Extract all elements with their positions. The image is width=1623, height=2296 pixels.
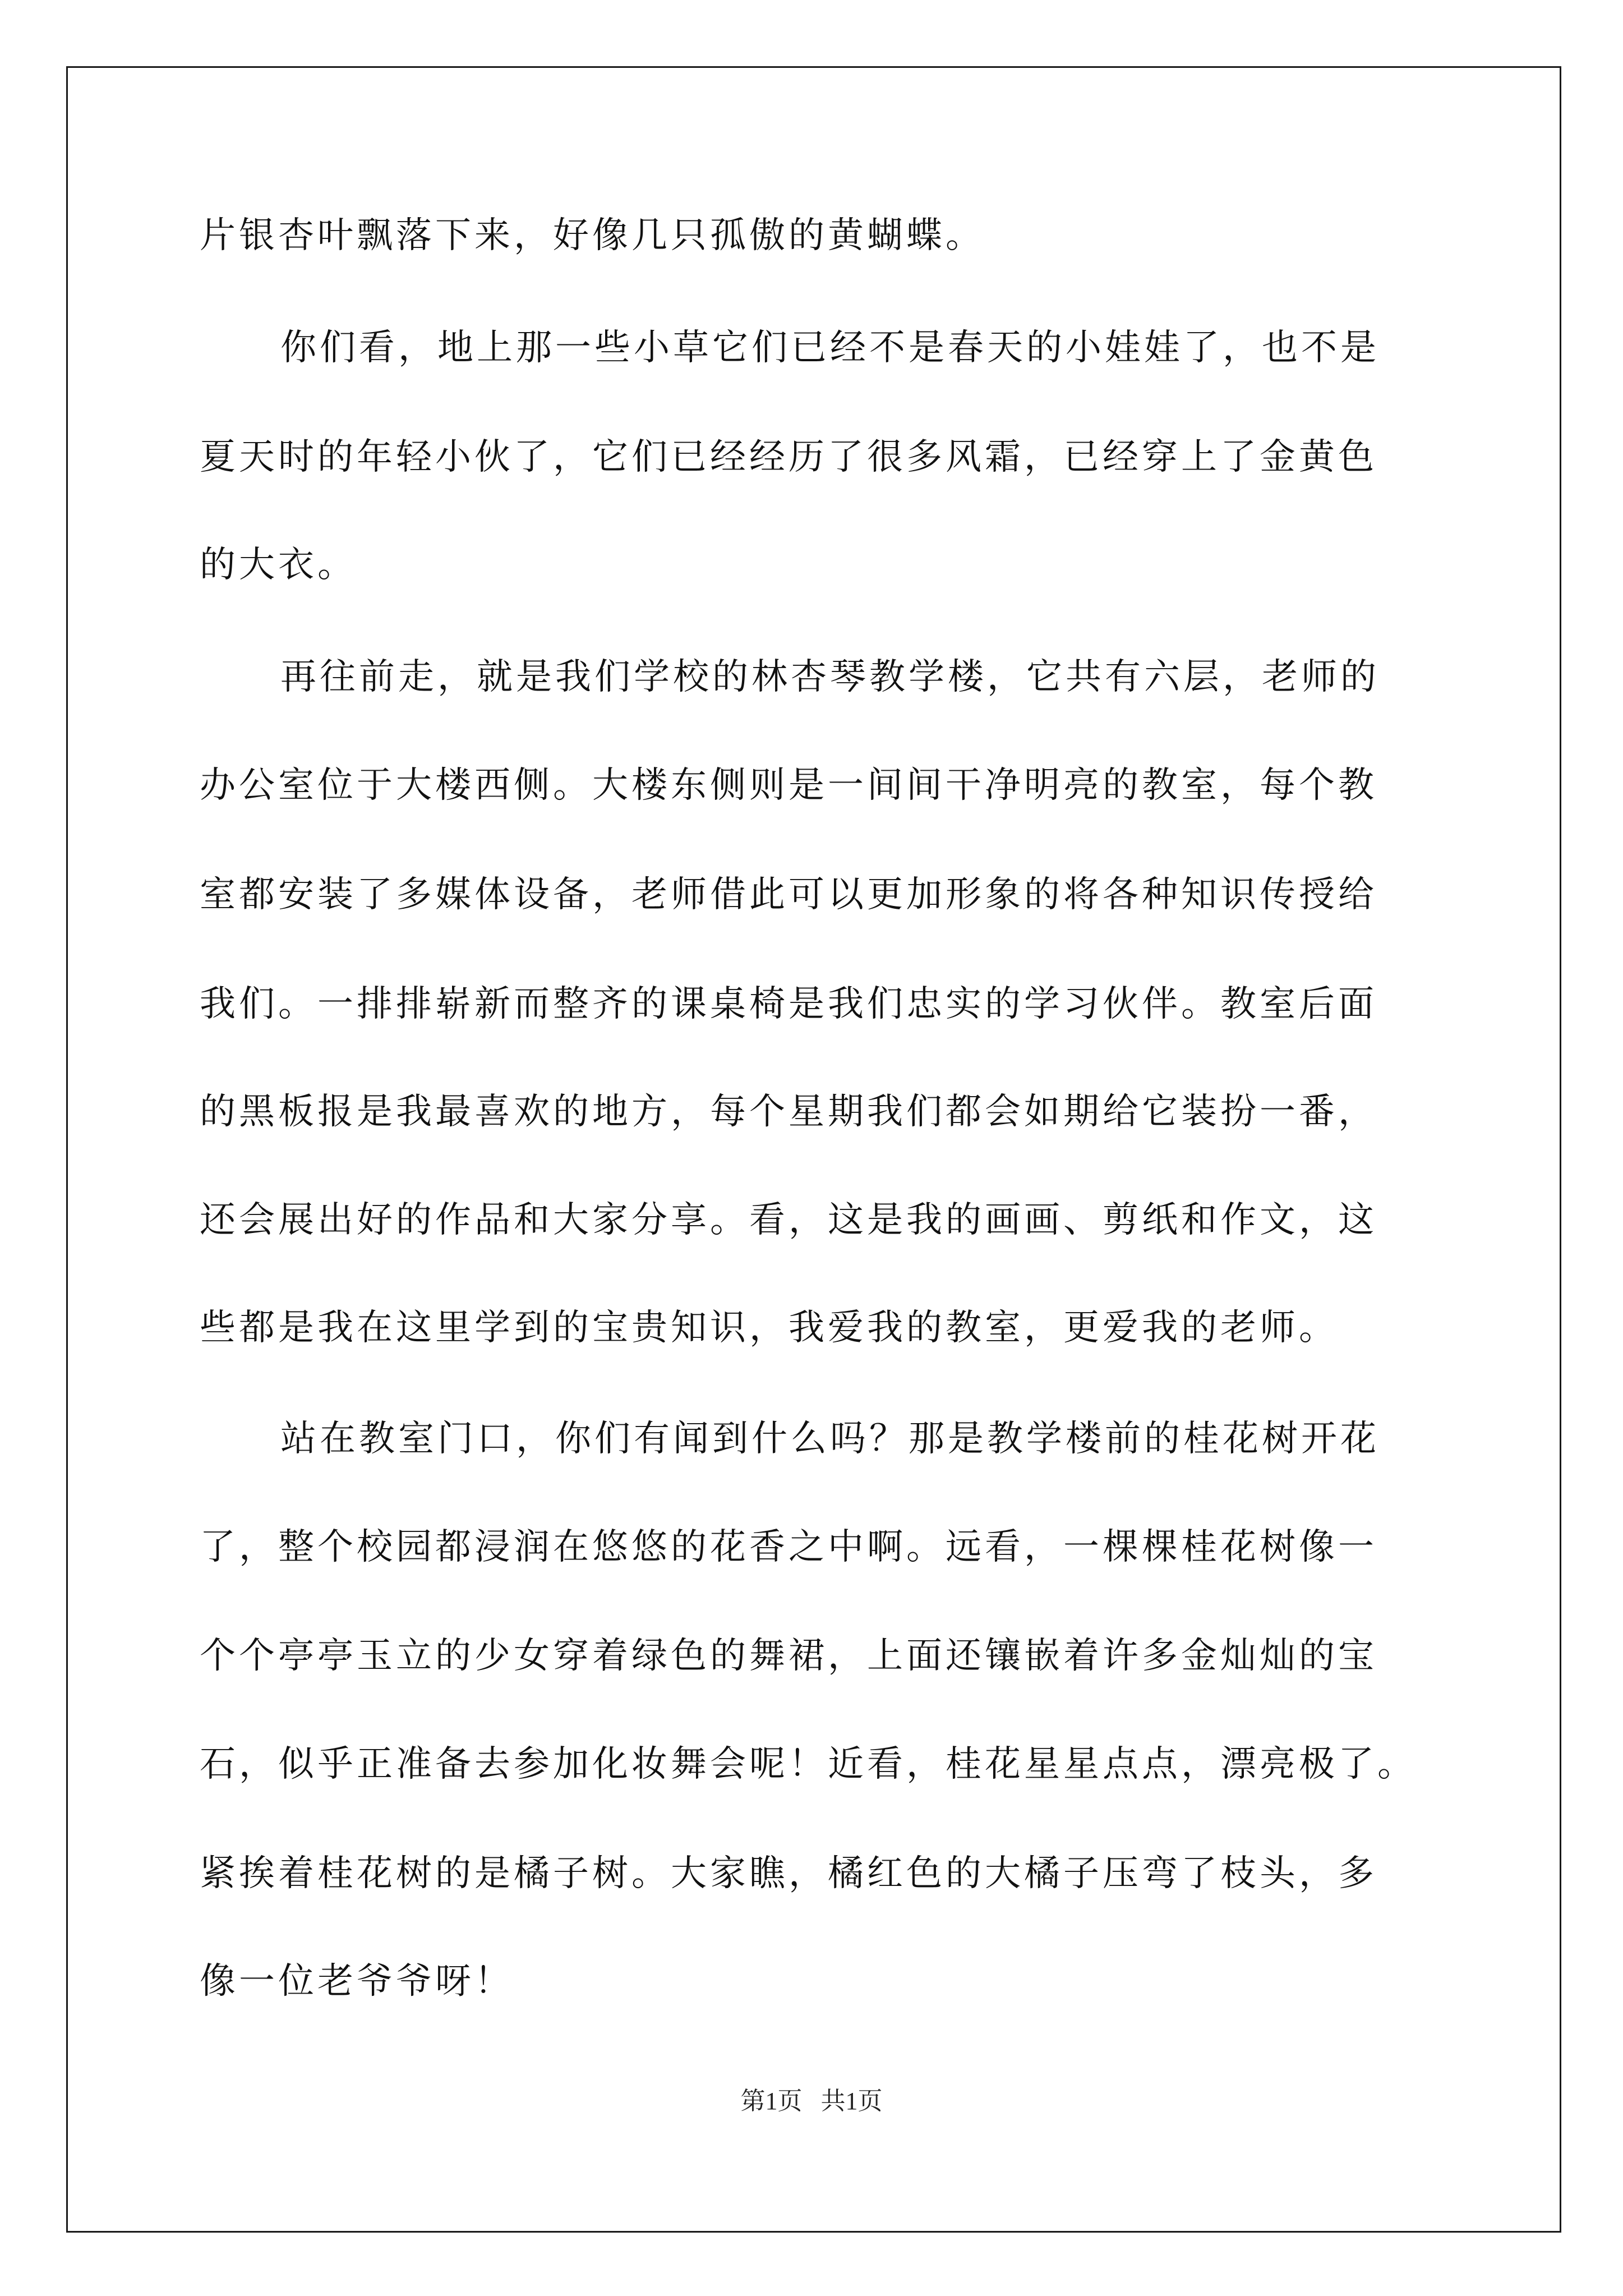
page-footer: 第1页 共1页 xyxy=(740,2087,883,2115)
text-line: 再往前走，就是我们学校的林杏琴教学楼，它共有六层，老师的 xyxy=(280,656,1380,698)
text-line: 紧挨着桂花树的是橘子树。大家瞧，橘红色的大橘子压弯了枝头，多 xyxy=(200,1853,1377,1894)
text-line: 室都安装了多媒体设备，老师借此可以更加形象的将各种知识传授给 xyxy=(200,874,1377,915)
text-line: 夏天时的年轻小伙了，它们已经经历了很多风霜，已经穿上了金黄色 xyxy=(200,436,1377,478)
text-line: 了，整个校园都浸润在悠悠的花香之中啊。远看，一棵棵桂花树像一 xyxy=(200,1526,1377,1568)
text-line: 你们看，地上那一些小草它们已经不是春天的小娃娃了，也不是 xyxy=(280,327,1380,369)
text-line: 办公室位于大楼西侧。大楼东侧则是一间间干净明亮的教室，每个教 xyxy=(200,765,1377,806)
text-line: 些都是我在这里学到的宝贵知识，我爱我的教室，更爱我的老师。 xyxy=(200,1307,1338,1349)
text-line: 的大衣。 xyxy=(200,544,357,586)
text-line: 站在教室门口，你们有闻到什么吗？那是教学楼前的桂花树开花 xyxy=(280,1418,1380,1460)
text-line: 石，似乎正准备去参加化妆舞会呢！近看，桂花星星点点，漂亮极了。 xyxy=(200,1743,1417,1785)
text-line: 还会展出好的作品和大家分享。看，这是我的画画、剪纸和作文，这 xyxy=(200,1199,1377,1241)
text-line: 片银杏叶飘落下来，好像几只孤傲的黄蝴蝶。 xyxy=(200,215,985,256)
text-line: 的黑板报是我最喜欢的地方，每个星期我们都会如期给它装扮一番， xyxy=(200,1091,1377,1133)
page-border xyxy=(66,66,1561,2233)
text-line: 像一位老爷爷呀！ xyxy=(200,1961,514,2002)
text-line: 我们。一排排崭新而整齐的课桌椅是我们忠实的学习伙伴。教室后面 xyxy=(200,983,1377,1025)
text-line: 个个亭亭玉立的少女穿着绿色的舞裙，上面还镶嵌着许多金灿灿的宝 xyxy=(200,1635,1377,1677)
